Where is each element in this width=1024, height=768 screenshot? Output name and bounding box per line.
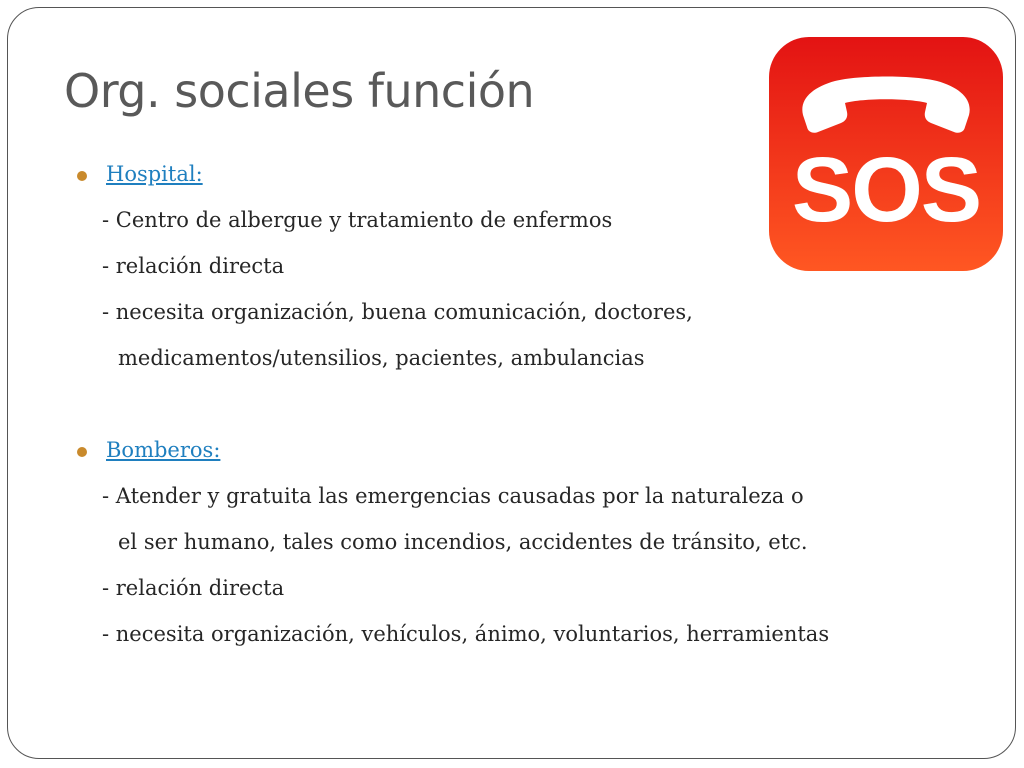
slide-title: Org. sociales función (64, 64, 535, 118)
hospital-line-4: medicamentos/utensilios, pacientes, ambulancias (118, 346, 645, 370)
hospital-line-1: - Centro de albergue y tratamiento de enfermos (102, 208, 613, 232)
sos-logo (769, 37, 1003, 271)
sos-text: SOS (791, 139, 981, 241)
bomberos-line-4: - necesita organización, vehículos, ánimo, voluntarios, herramientas (102, 622, 830, 646)
bomberos-line-1: - Atender y gratuita las emergencias causadas por la naturaleza o (102, 484, 804, 508)
slide (7, 7, 1016, 759)
hospital-line-2: - relación directa (102, 254, 285, 278)
bullet-bomberos (77, 447, 87, 457)
hospital-line-3: - necesita organización, buena comunicación, doctores, (102, 300, 693, 324)
bullet-hospital (77, 171, 87, 181)
link-hospital[interactable]: Hospital: (106, 162, 203, 186)
link-bomberos[interactable]: Bomberos: (106, 438, 221, 462)
bomberos-line-2: el ser humano, tales como incendios, accidentes de tránsito, etc. (118, 530, 808, 554)
bomberos-line-3: - relación directa (102, 576, 285, 600)
